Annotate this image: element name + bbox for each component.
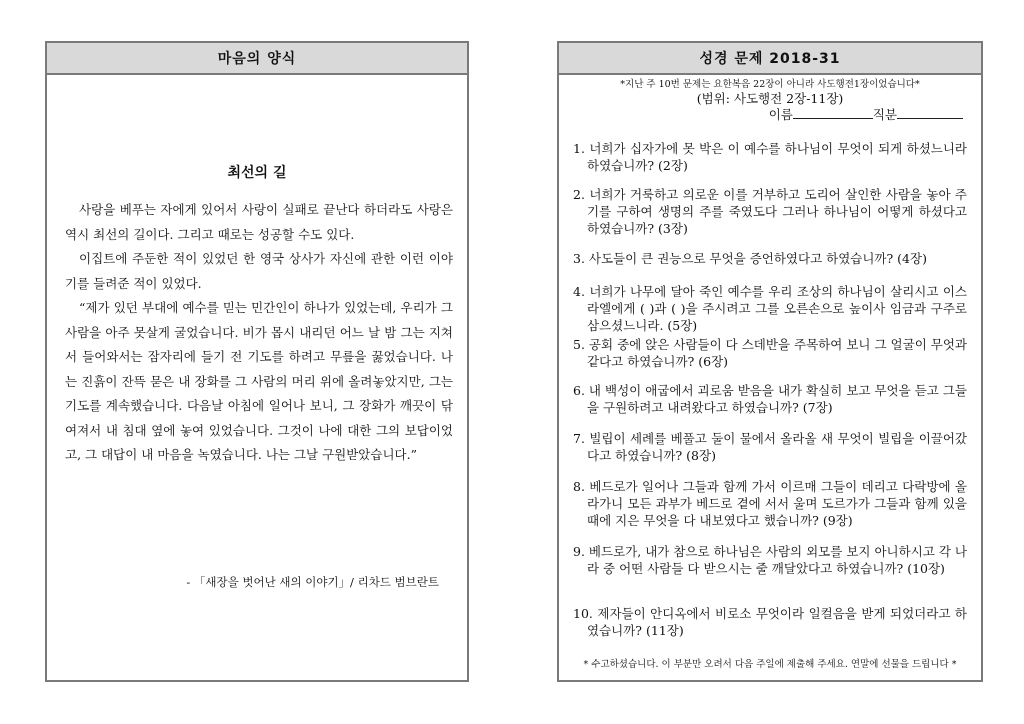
question-9: 9. 베드로가, 내가 참으로 하나님은 사람의 외모를 보지 아니하시고 각 나라 중 어떤 사람들 다 받으시는 줄 깨달았다고 하였습니까? (10장)	[573, 544, 967, 576]
role-blank[interactable]	[897, 107, 963, 119]
right-header: 성경 문제 2018-31	[559, 43, 981, 75]
question-5: 5. 공회 중에 앉은 사람들이 다 스데반을 주목하여 보니 그 얼굴이 무엇과 같다고 하였습니까? (6장)	[573, 337, 967, 369]
essay-paragraph-3: “제가 있던 부대에 예수를 믿는 민간인이 하나가 있었는데, 우리가 그 사람을 아주 못살게 굴었습니다. 비가 몹시 내리던 어느 날 밤 그는 지쳐서 들어와서는 잠자리에 들기 전 기도를 하려고 무릎을 꿇었습니다. 나는 진흙이 잔뜩 묻은 내 장화를 그 사람의 머리 위에 올려놓았지만, 그는 기도를 계속했습니다. 다음날 아침에 일어나 보니, 그 장화가 깨끗이 닦여져서 내 침대 옆에 놓여 있었습니다. 그것이 나에 대한 그의 보답이었고, 그 대답이 내 마음을 녹였습니다. 나는 그날 구원받았습니다.”	[65, 300, 453, 462]
essay-paragraph-1: 사랑을 베푸는 자에게 있어서 사랑이 실패로 끝난다 하더라도 사랑은 역시 최선의 길이다. 그리고 때로는 성공할 수도 있다.	[65, 202, 453, 242]
name-role-line	[559, 107, 981, 123]
essay-body	[65, 198, 453, 468]
essay-paragraph-2: 이집트에 주둔한 적이 있었던 한 영국 상사가 자신에 관한 이런 이야기를 들려준 적이 있었다.	[65, 251, 453, 291]
question-3: 3. 사도들이 큰 권능으로 무엇을 증언하였다고 하였습니까? (4장)	[573, 251, 927, 266]
correction-notice: *지난 주 10번 문제는 요한복음 22장이 아니라 사도행전1장이었습니다*	[620, 79, 920, 90]
question-4: 4. 너희가 나무에 달아 죽인 예수를 우리 조상의 하나님이 살리시고 이스라엘에게 ( )과 ( )을 주시려고 그를 오른손으로 높이사 임금과 구주로 삼으셨느니라. (5장)	[573, 284, 967, 333]
role-label: 직분	[872, 107, 897, 122]
essay-title: 최선의 길	[227, 165, 287, 181]
submission-footer: * 수고하셨습니다. 이 부분만 오려서 다음 주일에 제출해 주세요. 연말에 선물을 드립니다 *	[583, 659, 957, 670]
name-blank[interactable]	[793, 107, 873, 119]
quiz-range: (범위: 사도행전 2장-11장)	[696, 91, 844, 106]
right-page	[557, 41, 983, 682]
question-7: 7. 빌립이 세례를 베풀고 둘이 물에서 올라올 새 무엇이 빌립을 이끌어갔다고 하였습니까? (8장)	[573, 431, 967, 463]
left-page	[45, 41, 469, 682]
left-header: 마음의 양식	[47, 43, 467, 75]
question-6: 6. 내 백성이 애굽에서 괴로움 받음을 내가 확실히 보고 무엇을 듣고 그들을 구원하려고 내려왔다고 하였습니까? (7장)	[573, 383, 967, 415]
question-1: 1. 너희가 십자가에 못 박은 이 예수를 하나님이 무엇이 되게 하셨느니라 하였습니까? (2장)	[573, 141, 967, 173]
name-label: 이름	[768, 107, 793, 122]
question-8: 8. 베드로가 일어나 그들과 함께 가서 이르매 그들이 데리고 다락방에 올라가니 모든 과부가 베드로 곁에 서서 울며 도르가가 그들과 함께 있을 때에 지은 무엇을 다 내보였다고 했습니까? (9장)	[573, 479, 967, 528]
question-2: 2. 너희가 거룩하고 의로운 이를 거부하고 도리어 살인한 사람을 놓아 주기를 구하여 생명의 주를 죽였도다 그러나 하나님이 어떻게 하셨다고 하였습니까? (3장)	[573, 187, 967, 236]
essay-source: - 「새장을 벗어난 새의 이야기」/ 리차드 범브란트	[186, 575, 439, 589]
question-10: 10. 제자들이 안디옥에서 비로소 무엇이라 일컬음을 받게 되었더라고 하였습니까? (11장)	[573, 606, 967, 638]
